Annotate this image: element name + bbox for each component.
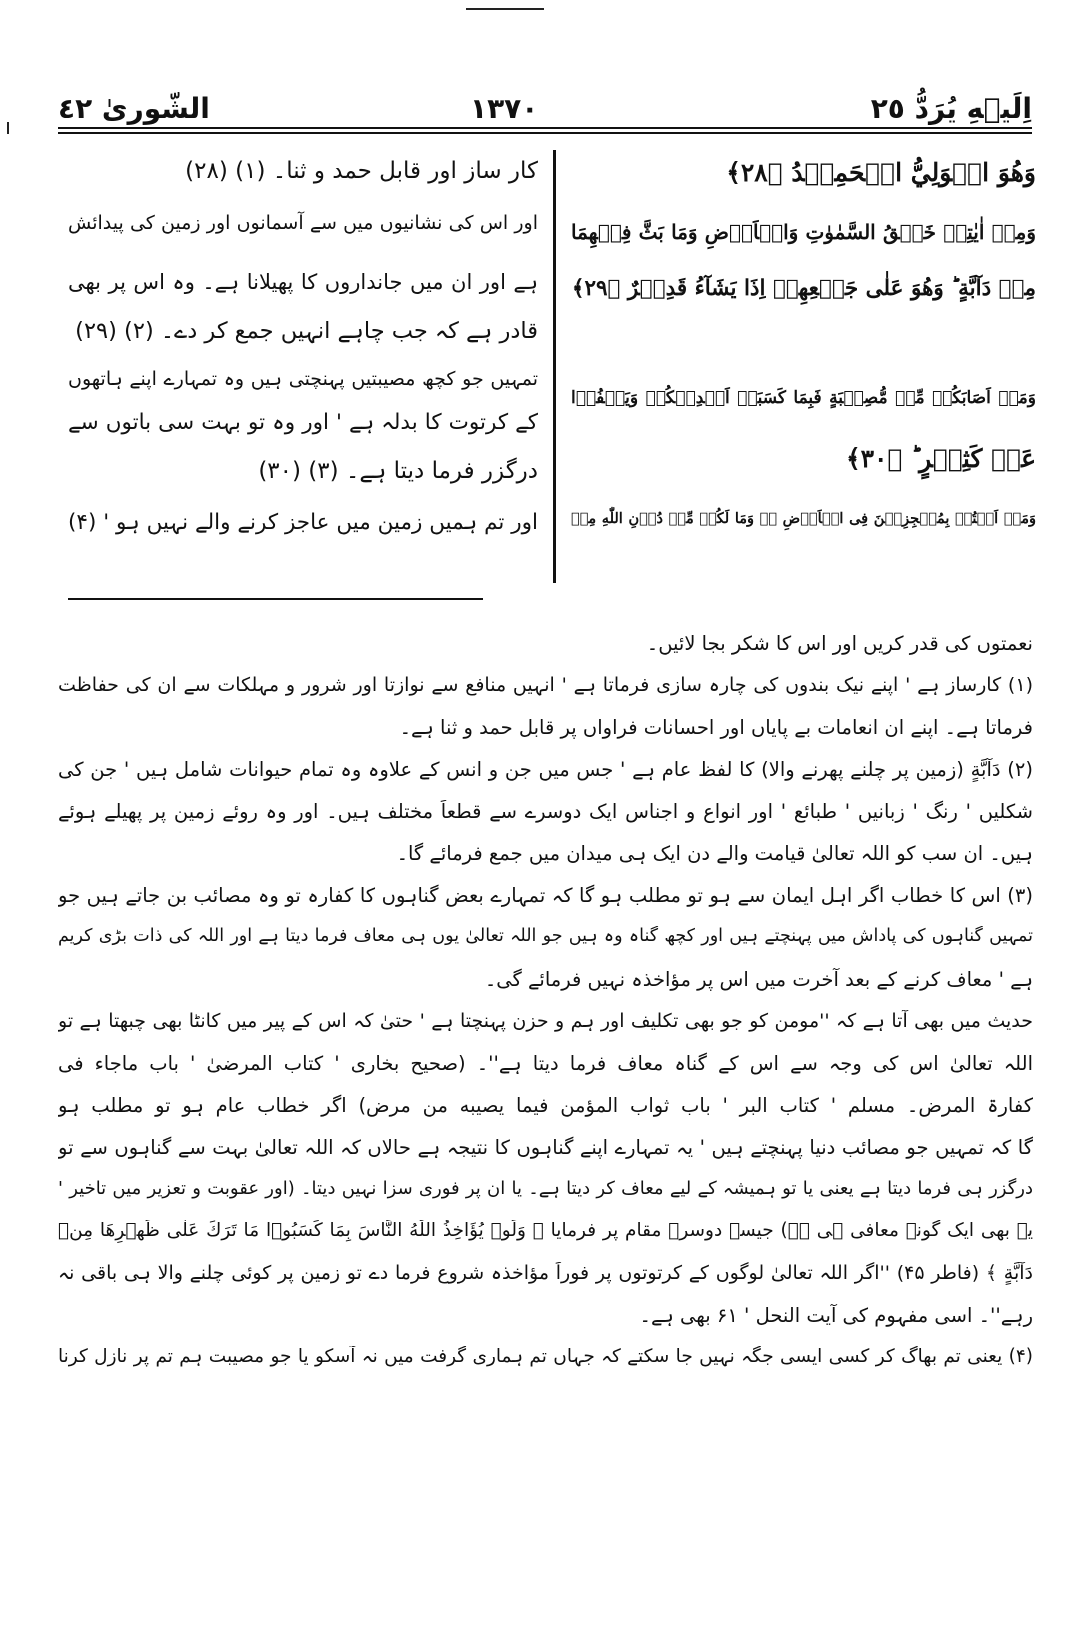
footnote-line: (۲) دَآبَّةٍ (زمین پر چلنے پھرنے والا) کا لفظ عام ہے ' جس میں جن و انس کے علاوہ وہ تمام حیوانات شامل ہیں ' جن کی bbox=[58, 758, 1033, 781]
footnote-line: فرماتا ہے۔ اپنے ان انعامات بے پایاں اور احسانات فراواں پر قابل حمد و ثنا ہے۔ bbox=[399, 716, 1033, 739]
footnote-line: (۴) یعنی تم بھاگ کر کسی ایسی جگہ نہیں جا سکتے کہ جہاں تم ہماری گرفت میں نہ آسکو یا جو مصیبت ہم تم پر نازل کرنا bbox=[58, 1346, 1033, 1367]
arabic-line: وَمَاۤ اَصَابَكُمۡ مِّنۡ مُّصِيۡبَةٍ فَبِمَا كَسَبَتۡ اَيۡدِيۡكُمۡ وَيَعۡفُوۡا bbox=[571, 388, 1036, 408]
header-rule bbox=[58, 127, 1032, 129]
footnote-line: حدیث میں بھی آتا ہے کہ ''مومن کو جو بھی تکلیف اور ہم و حزن پہنچتا ہے ' حتیٰ کہ اس کے پیر میں کانٹا بھی چبھتا ہے تو bbox=[58, 1010, 1033, 1032]
translation-line: قادر ہے کہ جب چاہے انہیں جمع کر دے۔ (۲) (۲۹) bbox=[75, 318, 538, 344]
footnote-line: ہیں۔ ان سب کو اللہ تعالیٰ قیامت والے دن ایک ہی میدان میں جمع فرمائے گا۔ bbox=[396, 842, 1033, 865]
footnote-line: ہے ' معاف کرنے کے بعد آخرت میں اس پر مؤاخذہ نہیں فرمائے گی۔ bbox=[484, 968, 1033, 991]
footnote-line: (۳) اس کا خطاب اگر اہل ایمان سے ہو تو مطلب ہو گا کہ تمہارے بعض گناہوں کا کفارہ تو وہ مصائب بن جاتے ہیں جو bbox=[58, 884, 1033, 907]
arabic-line: وَمَاۤ اَنۡتُمۡ بِمُعۡجِزِيۡنَ فِى الۡاَرۡضِ ۖۚ وَمَا لَكُمۡ مِّنۡ دُوۡنِ اللّٰهِ مِنۡ bbox=[571, 510, 1036, 527]
page-number: ١٣٧٠ bbox=[470, 92, 539, 125]
translation-line: کار ساز اور قابل حمد و ثنا۔ (۱) (۲۸) bbox=[185, 158, 538, 184]
footnote-line: اللہ تعالیٰ اس کی وجہ سے اس کے گناہ معاف فرما دیتا ہے''۔ (صحیح بخاری ' کتاب المرضیٰ ' باب ماجاء فی bbox=[58, 1052, 1033, 1075]
translation-line: اور تم ہمیں زمین میں عاجز کرنے والے نہیں ہو ' (۴) bbox=[68, 510, 538, 535]
juz-title: اِلَيۡهِ يُرَدُّ ٢٥ bbox=[870, 92, 1032, 125]
footnote-line: کفارۃ المرض۔ مسلم ' کتاب البر ' باب ثواب المؤمن فیما یصیبه من مرض) اگر خطاب عام ہو تو مطلب ہو bbox=[58, 1094, 1033, 1117]
translation-line: اور اس کی نشانیوں میں سے آسمانوں اور زمین کی پیدائش bbox=[68, 212, 538, 234]
arabic-line: مِنۡ دَآبَّةٍ ؕ وَهُوَ عَلٰى جَمۡعِهِمۡ اِذَا يَشَآءُ قَدِيۡرٌ ﴿۲۹﴾ bbox=[571, 276, 1036, 301]
arabic-line: وَهُوَ الۡوَلِيُّ الۡحَمِيۡدُ ﴿۲۸﴾ bbox=[726, 158, 1036, 187]
top-mark bbox=[466, 8, 544, 10]
translation-line: ہے اور ان میں جانداروں کا پھیلانا ہے۔ وہ اس پر بھی bbox=[68, 270, 538, 294]
footnote-line: گا کہ تمہیں جو مصائب دنیا پہنچتے ہیں ' یہ تمہارے اپنے گناہوں کا نتیجہ ہے حالاں کہ اللہ تعالیٰ بہت سے گناہوں سے تو bbox=[58, 1136, 1033, 1159]
surah-title: الشّوریٰ ٤٢ bbox=[58, 92, 210, 125]
translation-line: تمہیں جو کچھ مصیبتیں پہنچتی ہیں وہ تمہارے اپنے ہاتھوں bbox=[68, 368, 538, 390]
footnote-line: درگزر ہی فرما دیتا ہے یعنی یا تو ہمیشہ کے لیے معاف کر دیتا ہے۔ یا ان پر فوری سزا نہیں دیتا۔ (اور عقوبت و تعزیر میں تاخیر ' bbox=[58, 1178, 1033, 1199]
footnote-separator bbox=[68, 598, 483, 600]
footnote-line: شکلیں ' رنگ ' زبانیں ' طبائع ' اور انواع و اجناس ایک دوسرے سے قطعاً مختلف ہیں۔ اور وہ روئے زمین پر پھیلے ہوئے bbox=[58, 800, 1033, 823]
translation-line: درگزر فرما دیتا ہے۔ (۳) (۳۰) bbox=[258, 458, 538, 484]
footnote-line: تمہیں گناہوں کی پاداش میں پہنچتے ہیں اور کچھ گناہ وہ ہیں جو اللہ تعالیٰ یوں ہی معاف فرما دیتا ہے اور اللہ کی ذات بڑی کریم bbox=[58, 926, 1033, 946]
footnote-line: رہے''۔ اسی مفہوم کی آیت النحل ' ۶۱ بھی ہے۔ bbox=[639, 1304, 1033, 1327]
arabic-line: وَمِنۡ اٰيٰتِهٖ خَلۡقُ السَّمٰوٰتِ وَالۡاَرۡضِ وَمَا بَثَّ فِيۡهِمَا bbox=[571, 220, 1036, 244]
side-mark bbox=[7, 122, 9, 134]
arabic-line: عَنۡ كَثِيۡرٍ ؕ ﴿۳۰﴾ bbox=[845, 444, 1036, 473]
column-divider bbox=[553, 150, 556, 583]
translation-line: کے کرتوت کا بدلہ ہے ' اور وہ تو بہت سی باتوں سے bbox=[68, 410, 538, 435]
footnote-line: دَآبَّةٍ ﴾ (فاطر ۴۵) ''اگر اللہ تعالیٰ لوگوں کے کرتوتوں پر فوراً مؤاخذہ شروع فرما دے تو زمین پر کوئی چلنے والا ہی باقی نہ bbox=[58, 1262, 1033, 1284]
footnote-line: (۱) کارساز ہے ' اپنے نیک بندوں کی چارہ سازی فرماتا ہے ' انہیں منافع سے نوازتا اور شرور و مہلکات سے ان کی حفاظت bbox=[58, 674, 1033, 696]
header-rule bbox=[58, 132, 1032, 134]
footnote-line: یہ بھی ایک گونہ معافی ہی ہے) جیسے دوسرے مقام پر فرمایا ﴿ وَلَوۡ يُؤَاخِذُ اللّٰهُ النَّاسَ بِمَا كَسَبُوۡا مَا تَرَكَ عَلٰى ظَهۡرِهَا مِنۡ bbox=[58, 1220, 1033, 1241]
footnote-line: نعمتوں کی قدر کریں اور اس کا شکر بجا لائیں۔ bbox=[646, 632, 1033, 655]
